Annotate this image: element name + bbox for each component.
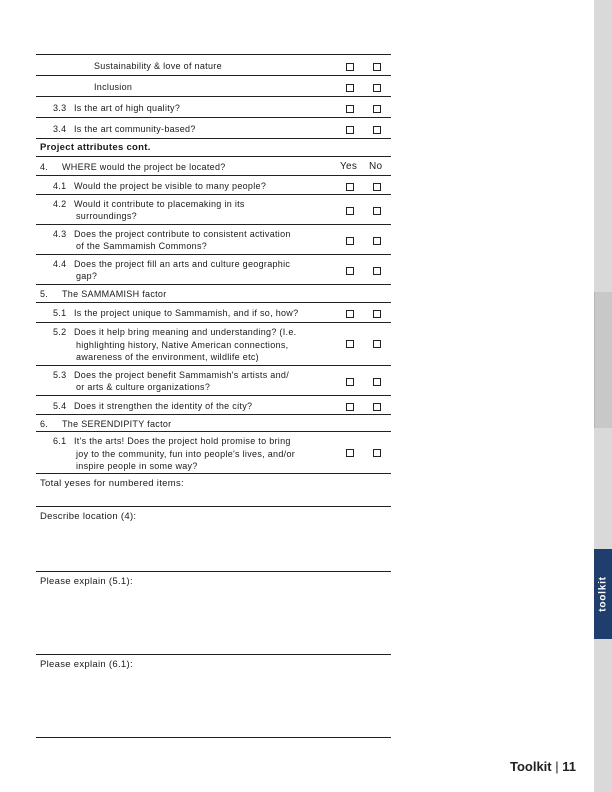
- row-text-continued: gap?: [76, 271, 98, 281]
- page-number: 11: [562, 759, 576, 774]
- row-text: Is the art of high quality?: [74, 103, 181, 113]
- row-text: Does the project benefit Sammamish's artists and/: [74, 370, 290, 380]
- item-number: 4.2: [53, 199, 67, 209]
- checklist-row: [36, 118, 391, 139]
- explain-6-1-label: Please explain (6.1):: [40, 659, 133, 670]
- yes-checkbox[interactable]: [346, 237, 354, 245]
- row-text-continued: of the Sammamish Commons?: [76, 241, 208, 251]
- row-text: Is the art community-based?: [74, 124, 196, 134]
- row-text: Inclusion: [94, 82, 133, 92]
- checklist-row: [36, 176, 391, 195]
- item-number: 5.4: [53, 401, 67, 411]
- row-text-continued: surroundings?: [76, 211, 137, 221]
- item-number: 4.3: [53, 229, 67, 239]
- yes-checkbox[interactable]: [346, 207, 354, 215]
- row-text: Does it help bring meaning and understanding? (I.e.: [74, 327, 297, 337]
- checklist-row: [36, 396, 391, 415]
- item-number: 5.1: [53, 308, 67, 318]
- item-number: 6.: [40, 419, 49, 429]
- yes-column-header: Yes: [340, 161, 358, 172]
- checklist-row: [36, 366, 391, 396]
- yes-checkbox[interactable]: [346, 449, 354, 457]
- row-text-continued: highlighting history, Native American connections,: [76, 339, 289, 350]
- question-header-row: [36, 285, 391, 303]
- question-header-text: WHERE would the project be located?: [62, 162, 226, 172]
- yes-checkbox[interactable]: [346, 126, 354, 134]
- checklist-row: [36, 323, 391, 366]
- question-header-text: The SAMMAMISH factor: [62, 289, 167, 299]
- item-number: 5.3: [53, 370, 67, 380]
- item-number: 4.4: [53, 259, 67, 269]
- checklist-row: [36, 97, 391, 118]
- toolkit-tab: [594, 549, 612, 639]
- no-checkbox[interactable]: [373, 267, 381, 275]
- yes-checkbox[interactable]: [346, 183, 354, 191]
- no-checkbox[interactable]: [373, 63, 381, 71]
- item-number: 5.: [40, 289, 49, 299]
- no-column-header: No: [369, 161, 383, 172]
- footer-label: Toolkit: [509, 759, 552, 774]
- row-text: Does it strengthen the identity of the city?: [74, 401, 253, 411]
- explain-5-1-field[interactable]: [36, 572, 391, 655]
- no-checkbox[interactable]: [373, 340, 381, 348]
- footer-separator: |: [555, 759, 559, 774]
- item-number: 3.4: [53, 124, 67, 134]
- item-number: 3.3: [53, 103, 67, 113]
- no-checkbox[interactable]: [373, 403, 381, 411]
- yes-checkbox[interactable]: [346, 63, 354, 71]
- yes-checkbox[interactable]: [346, 105, 354, 113]
- checklist-form: [36, 54, 391, 738]
- yes-checkbox[interactable]: [346, 267, 354, 275]
- item-number: 4.: [40, 162, 49, 172]
- row-text: Sustainability & love of nature: [94, 61, 222, 71]
- row-text-continued: inspire people in some way?: [76, 461, 198, 471]
- question-header-text: The SERENDIPITY factor: [62, 419, 172, 429]
- item-number: 5.2: [53, 327, 67, 337]
- item-number: 4.1: [53, 181, 67, 191]
- checklist-row: [36, 195, 391, 225]
- row-text: Does the project fill an arts and culture geographic: [74, 259, 291, 269]
- side-bar-shade: [594, 292, 612, 428]
- no-checkbox[interactable]: [373, 105, 381, 113]
- yes-checkbox[interactable]: [346, 403, 354, 411]
- no-checkbox[interactable]: [373, 207, 381, 215]
- checklist-row: [36, 255, 391, 285]
- explain-6-1-field[interactable]: [36, 655, 391, 738]
- checklist-row: [36, 225, 391, 255]
- item-number: 6.1: [53, 436, 67, 446]
- no-checkbox[interactable]: [373, 84, 381, 92]
- yes-checkbox[interactable]: [346, 84, 354, 92]
- row-text: Would it contribute to placemaking in its: [74, 199, 245, 209]
- row-text: Would the project be visible to many people?: [74, 181, 267, 191]
- describe-location-field[interactable]: [36, 507, 391, 572]
- row-text: Does the project contribute to consistent activation: [74, 229, 291, 239]
- question-header-row: [36, 157, 391, 176]
- no-checkbox[interactable]: [373, 310, 381, 318]
- toolkit-tab-label: toolkit: [597, 576, 609, 612]
- section-title-row: [36, 139, 391, 157]
- side-margin-bar: [594, 0, 612, 792]
- no-checkbox[interactable]: [373, 378, 381, 386]
- total-yeses-field[interactable]: [36, 474, 391, 507]
- section-title: Project attributes cont.: [40, 142, 151, 153]
- no-checkbox[interactable]: [373, 449, 381, 457]
- yes-checkbox[interactable]: [346, 378, 354, 386]
- no-checkbox[interactable]: [373, 237, 381, 245]
- question-header-row: [36, 415, 391, 432]
- no-checkbox[interactable]: [373, 126, 381, 134]
- row-text-continued: joy to the community, fun into people's lives, and/or: [76, 448, 296, 459]
- total-yeses-label: Total yeses for numbered items:: [40, 478, 184, 489]
- row-text: It's the arts! Does the project hold promise to bring: [74, 436, 291, 446]
- row-text: Is the project unique to Sammamish, and if so, how?: [74, 308, 299, 318]
- describe-location-label: Describe location (4):: [40, 511, 137, 522]
- no-checkbox[interactable]: [373, 183, 381, 191]
- yes-checkbox[interactable]: [346, 340, 354, 348]
- checklist-row: [36, 55, 391, 76]
- explain-5-1-label: Please explain (5.1):: [40, 576, 133, 587]
- checklist-row: [36, 76, 391, 97]
- row-text-continued: awareness of the environment, wildlife etc): [76, 352, 259, 362]
- row-text-continued: or arts & culture organizations?: [76, 382, 211, 392]
- yes-checkbox[interactable]: [346, 310, 354, 318]
- page-footer: [510, 759, 576, 774]
- checklist-row: [36, 303, 391, 323]
- checklist-row: [36, 432, 391, 474]
